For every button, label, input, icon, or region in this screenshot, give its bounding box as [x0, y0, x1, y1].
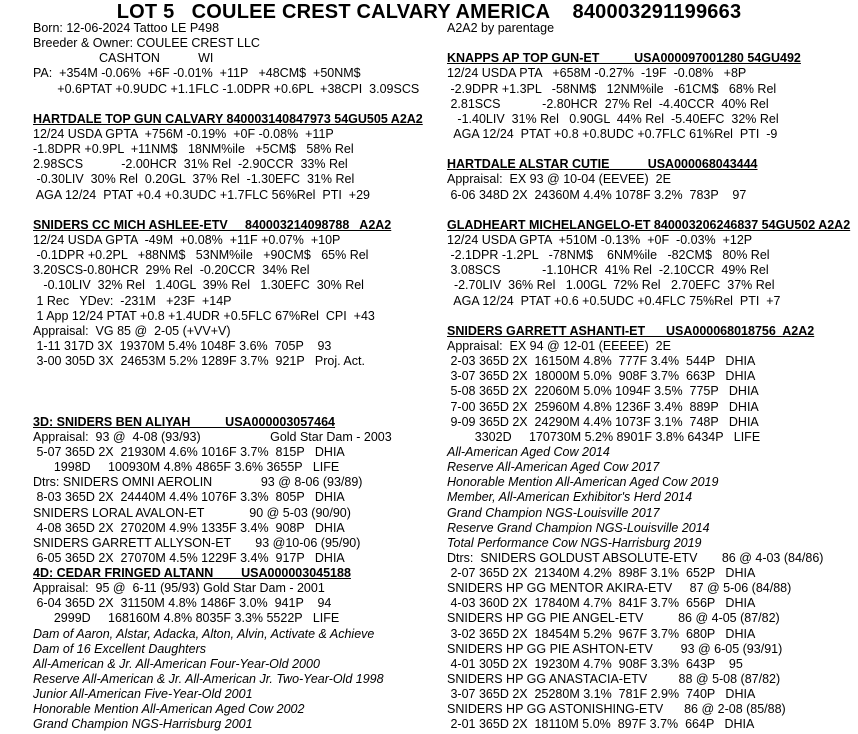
- lot-title: LOT 5 COULEE CREST CALVARY AMERICA 840003291199663: [116, 1, 742, 23]
- sire-of-dam-line: 12/24 USDA GPTA +510M -0.13% +0F -0.03% +12P: [447, 232, 753, 247]
- dam-line: 1 Rec YDev: -231M +23F +14P: [33, 293, 232, 308]
- left-column: [33, 21, 423, 733]
- fourth-dam-line: Appraisal: 95 @ 6-11 (95/93) Gold Star Dam - 2001: [33, 581, 325, 596]
- third-dam-line: 5-07 365D 2X 21930M 4.6% 1016F 3.7% 815P DHIA: [33, 444, 345, 459]
- second-dam-line: 3-07 365D 2X 18000M 5.0% 908F 3.7% 663P DHIA: [447, 369, 756, 384]
- second-dam-honor: Grand Champion NGS-Louisville 2017: [447, 505, 660, 520]
- animal-info-line: CASHTON WI: [33, 51, 214, 66]
- fourth-dam-honor: Dam of 16 Excellent Daughters: [33, 641, 207, 656]
- animal-info-line: Born: 12-06-2024 Tattoo LE P498: [33, 21, 220, 35]
- spacer: [33, 369, 423, 384]
- animal-info-line: +0.6PTAT +0.9UDC +1.1FLC -1.0DPR +0.6PL +38CPI 3.09SCS: [33, 81, 420, 96]
- sire-of-sire-line: 2.81SCS -2.80HCR 27% Rel -4.40CCR 40% Rel: [447, 96, 769, 111]
- fourth-dam-header: 4D: CEDAR FRINGED ALTANN USA000003045188: [33, 566, 351, 581]
- dam-line: 1-11 317D 3X 19370M 5.4% 1048F 3.6% 705P 93: [33, 338, 332, 353]
- fourth-dam-honor: Dam of Aaron, Alstar, Adacka, Alton, Alvin, Activate & Achieve: [33, 626, 375, 641]
- sire-of-sire-header: KNAPPS AP TOP GUN-ET USA000097001280 54GU492: [447, 51, 801, 66]
- dam-line: 3.20SCS-0.80HCR 29% Rel -0.20CCR 34% Rel: [33, 263, 310, 278]
- fourth-dam-line: 2999D 168160M 4.8% 8035F 3.3% 5522P LIFE: [33, 611, 340, 626]
- sire-line: -0.30LIV 30% Rel 0.20GL 37% Rel -1.30EFC 31% Rel: [33, 172, 355, 187]
- second-dam-daughter-line: SNIDERS HP GG ASTONISHING-ETV 86 @ 2-08 (85/88): [447, 702, 786, 717]
- sire-of-dam-header: GLADHEART MICHELANGELO-ET 840003206246837 54GU502 A2A2: [447, 217, 851, 232]
- second-dam-honor: Honorable Mention All-American Aged Cow 2019: [447, 475, 719, 490]
- a2-status: A2A2 by parentage: [447, 21, 555, 35]
- spacer: [33, 384, 423, 399]
- animal-info-line: PA: +354M -0.06% +6F -0.01% +11P +48CM$ +50NM$: [33, 66, 361, 81]
- second-dam-line: Appraisal: EX 94 @ 12-01 (EEEEE) 2E: [447, 338, 671, 353]
- second-dam-header: SNIDERS GARRETT ASHANTI-ET USA000068018756 A2A2: [447, 323, 815, 338]
- fourth-dam-honor: Grand Champion NGS-Harrisburg 2001: [33, 717, 253, 732]
- fourth-dam-honor: Junior All-American Five-Year-Old 2001: [33, 687, 253, 702]
- second-dam-daughter-line: 2-07 365D 2X 21340M 4.2% 898F 3.1% 652P DHIA: [447, 566, 756, 581]
- dam-line: 1 App 12/24 PTAT +0.8 +1.4UDR +0.5FLC 67%Rel CPI +43: [33, 308, 375, 323]
- third-dam-line: 1998D 100930M 4.8% 4865F 3.6% 3655P LIFE: [33, 460, 340, 475]
- dam-line: Appraisal: VG 85 @ 2-05 (+VV+V): [33, 323, 231, 338]
- animal-info-line: Breeder & Owner: COULEE CREST LLC: [33, 36, 260, 51]
- second-dam-daughter-line: Dtrs: SNIDERS GOLDUST ABSOLUTE-ETV 86 @ 4-03 (84/86): [447, 550, 824, 565]
- sire-of-dam-line: AGA 12/24 PTAT +0.6 +0.5UDC +0.4FLC 75%Rel PTI +7: [447, 293, 781, 308]
- third-dam-line: Appraisal: 93 @ 4-08 (93/93) Gold Star Dam - 2003: [33, 429, 392, 444]
- second-dam-honor: Reserve All-American Aged Cow 2017: [447, 460, 660, 475]
- spacer: [33, 97, 423, 112]
- second-dam-daughter-line: 3-07 365D 2X 25280M 3.1% 781F 2.9% 740P DHIA: [447, 687, 756, 702]
- second-dam-daughter-line: 2-01 365D 2X 18110M 5.0% 897F 3.7% 664P DHIA: [447, 717, 755, 732]
- fourth-dam-honor: All-American & Jr. All-American Four-Year-Old 2000: [33, 656, 320, 671]
- spacer: [447, 203, 850, 218]
- third-dam-line: 8-03 365D 2X 24440M 4.4% 1076F 3.3% 805P DHIA: [33, 490, 345, 505]
- third-dam-line: Dtrs: SNIDERS OMNI AEROLIN 93 @ 8-06 (93/89): [33, 475, 363, 490]
- second-dam-honor: All-American Aged Cow 2014: [447, 444, 610, 459]
- second-dam-honor: Reserve Grand Champion NGS-Louisville 2014: [447, 520, 710, 535]
- dam-of-sire-line: 6-06 348D 2X 24360M 4.4% 1078F 3.2% 783P 97: [447, 187, 747, 202]
- fourth-dam-line: 6-04 365D 2X 31150M 4.8% 1486F 3.0% 941P 94: [33, 596, 332, 611]
- second-dam-daughter-line: SNIDERS HP GG PIE ANGEL-ETV 86 @ 4-05 (87/82): [447, 611, 780, 626]
- spacer: [447, 142, 850, 157]
- third-dam-line: SNIDERS LORAL AVALON-ET 90 @ 5-03 (90/90): [33, 505, 351, 520]
- dam-of-sire-line: Appraisal: EX 93 @ 10-04 (EEVEE) 2E: [447, 172, 671, 187]
- spacer: [447, 36, 850, 51]
- dam-line: -0.10LIV 32% Rel 1.40GL 39% Rel 1.30EFC 30% Rel: [33, 278, 364, 293]
- sire-of-sire-line: -1.40LIV 31% Rel 0.90GL 44% Rel -5.40EFC 32% Rel: [447, 111, 779, 126]
- dam-of-sire-header: HARTDALE ALSTAR CUTIE USA000068043444: [447, 157, 758, 172]
- second-dam-line: 7-00 365D 2X 25960M 4.8% 1236F 3.4% 889P DHIA: [447, 399, 759, 414]
- sire-of-dam-line: -2.70LIV 36% Rel 1.00GL 72% Rel 2.70EFC 37% Rel: [447, 278, 775, 293]
- second-dam-honor: Total Performance Cow NGS-Harrisburg 2019: [447, 535, 702, 550]
- sire-line: 12/24 USDA GPTA +756M -0.19% +0F -0.08% +11P: [33, 126, 334, 141]
- fourth-dam-honor: Reserve All-American & Jr. All-American Jr. Two-Year-Old 1998: [33, 672, 384, 687]
- sire-line: AGA 12/24 PTAT +0.4 +0.3UDC +1.7FLC 56%Rel PTI +29: [33, 187, 370, 202]
- second-dam-line: 9-09 365D 2X 24290M 4.4% 1073F 3.1% 748P DHIA: [447, 414, 759, 429]
- dam-line: -0.1DPR +0.2PL +88NM$ 53NM%ile +90CM$ 65% Rel: [33, 248, 369, 263]
- third-dam-line: 4-08 365D 2X 27020M 4.9% 1335F 3.4% 908P DHIA: [33, 520, 345, 535]
- sire-of-sire-line: AGA 12/24 PTAT +0.8 +0.8UDC +0.7FLC 61%Rel PTI -9: [447, 126, 778, 141]
- second-dam-daughter-line: 4-01 305D 2X 19230M 4.7% 908F 3.3% 643P 95: [447, 656, 743, 671]
- second-dam-honor: Member, All-American Exhibitor's Herd 2014: [447, 490, 693, 505]
- dam-line: 12/24 USDA GPTA -49M +0.08% +11F +0.07% +10P: [33, 232, 341, 247]
- sire-of-sire-line: -2.9DPR +1.3PL -58NM$ 12NM%ile -61CM$ 68% Rel: [447, 81, 777, 96]
- spacer: [33, 400, 423, 415]
- sire-of-dam-line: -2.1DPR -1.2PL -78NM$ 6NM%ile -82CM$ 80% Rel: [447, 248, 770, 263]
- right-column: [447, 21, 850, 733]
- sire-of-dam-line: 3.08SCS -1.10HCR 41% Rel -2.10CCR 49% Rel: [447, 263, 769, 278]
- sire-line: -1.8DPR +0.9PL +11NM$ 18NM%ile +5CM$ 58% Rel: [33, 142, 354, 157]
- third-dam-line: 6-05 365D 2X 27070M 4.5% 1229F 3.4% 917P DHIA: [33, 550, 345, 565]
- second-dam-line: 5-08 365D 2X 22060M 5.0% 1094F 3.5% 775P DHIA: [447, 384, 759, 399]
- second-dam-daughter-line: 3-02 365D 2X 18454M 5.2% 967F 3.7% 680P DHIA: [447, 626, 756, 641]
- dam-header: SNIDERS CC MICH ASHLEE-ETV 840003214098788 A2A2: [33, 217, 392, 232]
- second-dam-line: 2-03 365D 2X 16150M 4.8% 777F 3.4% 544P DHIA: [447, 354, 756, 369]
- second-dam-daughter-line: SNIDERS HP GG ANASTACIA-ETV 88 @ 5-08 (87/82): [447, 672, 781, 687]
- second-dam-daughter-line: SNIDERS HP GG MENTOR AKIRA-ETV 87 @ 5-06 (84/88): [447, 581, 792, 596]
- third-dam-line: SNIDERS GARRETT ALLYSON-ET 93 @10-06 (95/90): [33, 535, 361, 550]
- second-dam-daughter-line: SNIDERS HP GG PIE ASHTON-ETV 93 @ 6-05 (93/91): [447, 641, 783, 656]
- second-dam-line: 3302D 170730M 5.2% 8901F 3.8% 6434P LIFE: [447, 429, 761, 444]
- sire-header: HARTDALE TOP GUN CALVARY 840003140847973 54GU505 A2A2: [33, 111, 423, 126]
- second-dam-daughter-line: 4-03 360D 2X 17840M 4.7% 841F 3.7% 656P DHIA: [447, 596, 756, 611]
- sire-line: 2.98SCS -2.00HCR 31% Rel -2.90CCR 33% Rel: [33, 157, 348, 172]
- dam-line: 3-00 305D 3X 24653M 5.2% 1289F 3.7% 921P Proj. Act.: [33, 354, 365, 369]
- spacer: [33, 203, 423, 218]
- third-dam-header: 3D: SNIDERS BEN ALIYAH USA000003057464: [33, 414, 335, 429]
- spacer: [447, 309, 850, 324]
- sire-of-sire-line: 12/24 USDA PTA +658M -0.27% -19F -0.08% +8P: [447, 66, 747, 81]
- fourth-dam-honor: Honorable Mention All-American Aged Cow 2002: [33, 702, 305, 717]
